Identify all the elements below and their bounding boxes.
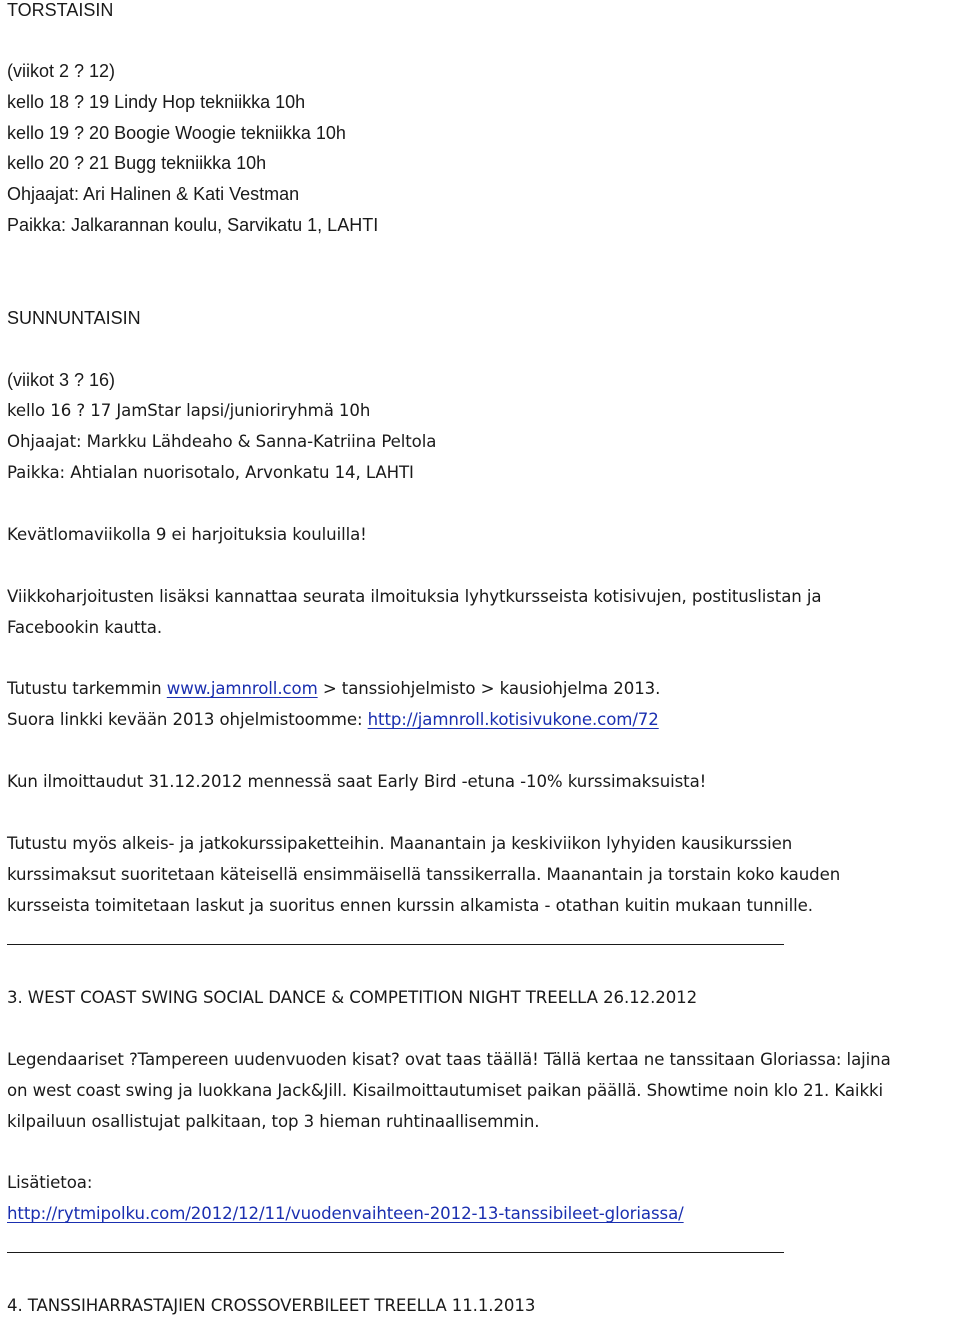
rytmipolku-link-line <box>7 1202 684 1226</box>
sunday-weeks: (viikot 3 ? 16) <box>7 370 116 390</box>
kotisivukone-link[interactable]: http://jamnroll.kotisivukone.com/72 <box>367 710 659 729</box>
thursday-place: Paikka: Jalkarannan koulu, Sarvikatu 1, LAHTI <box>7 215 379 235</box>
jamnroll-link[interactable]: www.jamnroll.com <box>166 679 318 698</box>
section-4-title: 4. TANSSIHARRASTAJIEN CROSSOVERBILEET TREELLA 11.1.2013 <box>7 1296 536 1315</box>
early-bird-note: Kun ilmoittaudut 31.12.2012 mennessä saat Early Bird -etuna -10% kurssimaksuista! <box>7 772 707 791</box>
weekly-note-line-2: Facebookin kautta. <box>7 618 163 637</box>
thursday-class-1: kello 18 ? 19 Lindy Hop tekniikka 10h <box>7 92 306 112</box>
section-3-title: 3. WEST COAST SWING SOCIAL DANCE & COMPETITION NIGHT TREELLA 26.12.2012 <box>7 988 698 1007</box>
direct-link-line <box>7 708 659 732</box>
explore-prefix: Tutustu tarkemmin <box>7 679 167 698</box>
explore-line <box>7 677 660 701</box>
thursday-class-3: kello 20 ? 21 Bugg tekniikka 10h <box>7 153 267 173</box>
thursday-heading: TORSTAISIN <box>7 0 114 20</box>
sunday-heading: SUNNUNTAISIN <box>7 308 141 328</box>
sunday-place: Paikka: Ahtialan nuorisotalo, Arvonkatu 14, LAHTI <box>7 463 414 482</box>
rytmipolku-link[interactable]: http://rytmipolku.com/2012/12/11/vuodenvaihteen-2012-13-tanssibileet-gloriassa/ <box>7 1204 684 1223</box>
weekly-note-line-1: Viikkoharjoitusten lisäksi kannattaa seurata ilmoituksia lyhytkursseista kotisivujen, postituslistan ja <box>7 587 822 606</box>
section-3-body-line-3: kilpailuun osallistujat palkitaan, top 3 hieman ruhtinaallisemmin. <box>7 1112 540 1131</box>
explore-suffix: > tanssiohjelmisto > kausiohjelma 2013. <box>317 679 661 698</box>
sunday-teachers: Ohjaajat: Markku Lähdeaho & Sanna-Katriina Peltola <box>7 432 437 451</box>
divider-2 <box>7 1252 784 1253</box>
packages-line-1: Tutustu myös alkeis- ja jatkokurssipaketteihin. Maanantain ja keskiviikon lyhyiden kausikurssien <box>7 834 793 853</box>
packages-line-3: kursseista toimitetaan laskut ja suoritus ennen kurssin alkamista - otathan kuitin mukaan tunnille. <box>7 896 813 915</box>
packages-line-2: kurssimaksut suoritetaan käteisellä ensimmäisellä tanssikerralla. Maanantain ja torstain koko kauden <box>7 865 841 884</box>
section-3-body-line-2: on west coast swing ja luokkana Jack&Jill. Kisailmoittautumiset paikan päällä. Showtime noin klo 21. Kaikki <box>7 1081 883 1100</box>
thursday-class-2: kello 19 ? 20 Boogie Woogie tekniikka 10h <box>7 123 346 143</box>
section-3-body-line-1: Legendaariset ?Tampereen uudenvuoden kisat? ovat taas täällä! Tällä kertaa ne tanssitaan Gloriassa: lajina <box>7 1050 891 1069</box>
winter-break-note: Kevätlomaviikolla 9 ei harjoituksia kouluilla! <box>7 525 367 544</box>
more-info-label: Lisätietoa: <box>7 1173 93 1192</box>
divider-1 <box>7 944 784 945</box>
direct-prefix: Suora linkki kevään 2013 ohjelmistoomme: <box>7 710 368 729</box>
thursday-teachers: Ohjaajat: Ari Halinen & Kati Vestman <box>7 184 300 204</box>
sunday-class: kello 16 ? 17 JamStar lapsi/junioriryhmä 10h <box>7 401 371 420</box>
thursday-weeks: (viikot 2 ? 12) <box>7 61 116 81</box>
